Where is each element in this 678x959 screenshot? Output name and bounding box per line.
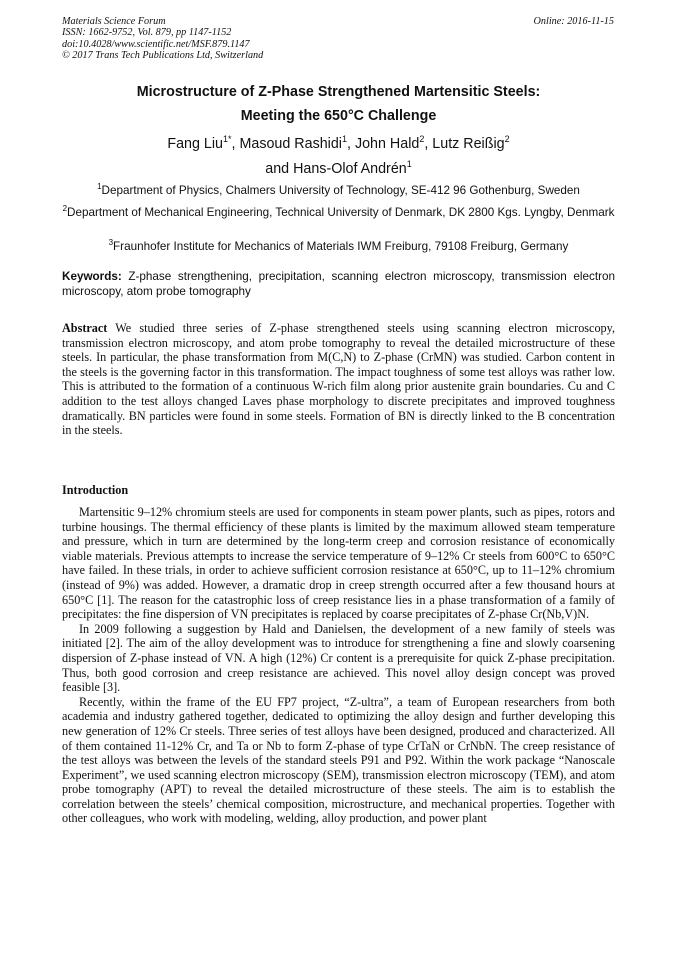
author-name: Fang Liu — [167, 135, 223, 152]
paragraph: Martensitic 9–12% chromium steels are used for components in steam power plants, such as pipes, rotors and turbine housings. The thermal efficiency of these plants is limited by the maximum allowed steam temperature and pressure, which in turn are determined by the long-term creep and corrosion resistance of economically viable materials. Previous attempts to increase the service temperature of 9–12% Cr steels from 600°C to 650°C have failed. In these trials, in order to achieve sufficient corrosion resistance at 650°C, up to 11–12% chromium (instead of 9%) was added. However, a dramatic drop in creep strength occurred after a few thousand hours at 650°C [1]. The reason for the catastrophic loss of creep resistance lies in a phase transformation of a family of precipitates: the fine dispersion of VN precipitates is replaced by coarse precipitates of Z-phase Cr(Nb,V)N. — [62, 505, 615, 622]
title-line-2: Meeting the 650°C Challenge — [240, 108, 437, 124]
affiliation-1 — [62, 180, 615, 198]
journal-copyright: © 2017 Trans Tech Publications Ltd, Switzerland — [62, 50, 264, 62]
section-heading-introduction: Introduction — [62, 483, 129, 497]
abstract-text: We studied three series of Z-phase strengthened steels using scanning electron microscopy, transmission electron microscopy, and atom probe tomography to reveal the detailed microstructure of these steels. In particular, the phase transformation from M(C,N) to Z-phase (CrMN) was studied. Carbon content in the steels is the governing factor in this transformation. The impact toughness of some test alloys was rather low. This is attributed to the formation of a continuous W-rich film along prior austenite grain boundaries. Cu and C addition to the test alloys changed Laves phase morphology to discrete precipitates and improved toughness dramatically. BN particles were found in some steels. Formation of BN is directly linked to the B concentration in the steels. — [62, 321, 615, 438]
author-affiliation-mark: 2 — [419, 134, 425, 144]
author-name: , John Hald — [347, 135, 420, 152]
keywords-text: Z-phase strengthening, precipitation, scanning electron microscopy, transmission electron microscopy, atom probe tomography — [62, 270, 615, 298]
journal-header — [62, 16, 263, 62]
author-affiliation-mark: 1* — [223, 134, 232, 144]
journal-doi[interactable]: doi:10.4028/www.scientific.net/MSF.879.1147 — [62, 38, 250, 50]
affiliation-number: 2 — [62, 204, 68, 213]
journal-name: Materials Science Forum — [62, 16, 166, 27]
author-name: , Lutz Reißig — [424, 135, 505, 152]
keywords-label: Keywords: — [62, 270, 122, 283]
keywords — [62, 269, 615, 299]
introduction-body — [62, 505, 615, 826]
online-date: Online: 2016-11-15 — [533, 16, 614, 27]
affiliation-text: Department of Mechanical Engineering, Technical University of Denmark, DK 2800 Kgs. Lyngby, Denmark — [67, 205, 615, 219]
paragraph: Recently, within the frame of the EU FP7 project, “Z-ultra”, a team of European researchers from both academia and industry gathered together, dedicated to optimizing the alloy design and further developing this new generation of 12% Cr steels. Three series of test alloys have been designed, produced and characterized. All of them contained 11-12% Cr, and Ta or Nb to form Z-phase of type CrTaN or CrNbN. The creep resistance of the test alloys was between the levels of the standard steels P91 and P92. Within the work package “Nanoscale Experiment”, we used scanning electron microscopy (SEM), transmission electron microscopy (TEM), and atom probe tomography (APT) to reveal the detailed microstructure of these steels. The aim is to establish the correlation between the steels’ chemical composition, microstructure, and mechanical properties. Together with other colleagues, who work with modeling, welding, alloy production, and power plant — [62, 694, 615, 826]
author-name: , Masoud Rashidi — [231, 135, 342, 152]
abstract-label: Abstract — [62, 321, 108, 335]
affiliation-2 — [62, 202, 615, 220]
paragraph: In 2009 following a suggestion by Hald and Danielsen, the development of a new family of steels was initiated [2]. The aim of the alloy development was to introduce for strengthening a fine and slowly coarsening dispersion of Z-phase instead of VN. A high (12%) Cr content is a prerequisite for quick Z-phase precipitation. Thus, both good corrosion and creep resistance are achieved. This novel alloy design concept was proved feasible [3]. — [62, 621, 615, 695]
affiliation-number: 1 — [97, 182, 102, 191]
author-name: and Hans-Olof Andrén — [265, 160, 407, 177]
affiliation-3 — [62, 236, 615, 254]
affiliation-text: Fraunhofer Institute for Mechanics of Materials IWM Freiburg, 79108 Freiburg, Germany — [113, 239, 569, 253]
journal-issn: ISSN: 1662-9752, Vol. 879, pp 1147-1152 — [62, 27, 232, 39]
abstract — [62, 321, 615, 438]
affiliation-number: 3 — [108, 238, 114, 247]
paper-title — [62, 80, 615, 128]
author-affiliation-mark: 2 — [504, 134, 510, 144]
affiliation-text: Department of Physics, Chalmers University of Technology, SE-412 96 Gothenburg, Sweden — [101, 183, 580, 197]
author-affiliation-mark: 1 — [341, 134, 347, 144]
author-list — [62, 129, 615, 179]
title-line-1: Microstructure of Z-Phase Strengthened Martensitic Steels: — [136, 84, 541, 100]
author-affiliation-mark: 1 — [406, 158, 412, 169]
